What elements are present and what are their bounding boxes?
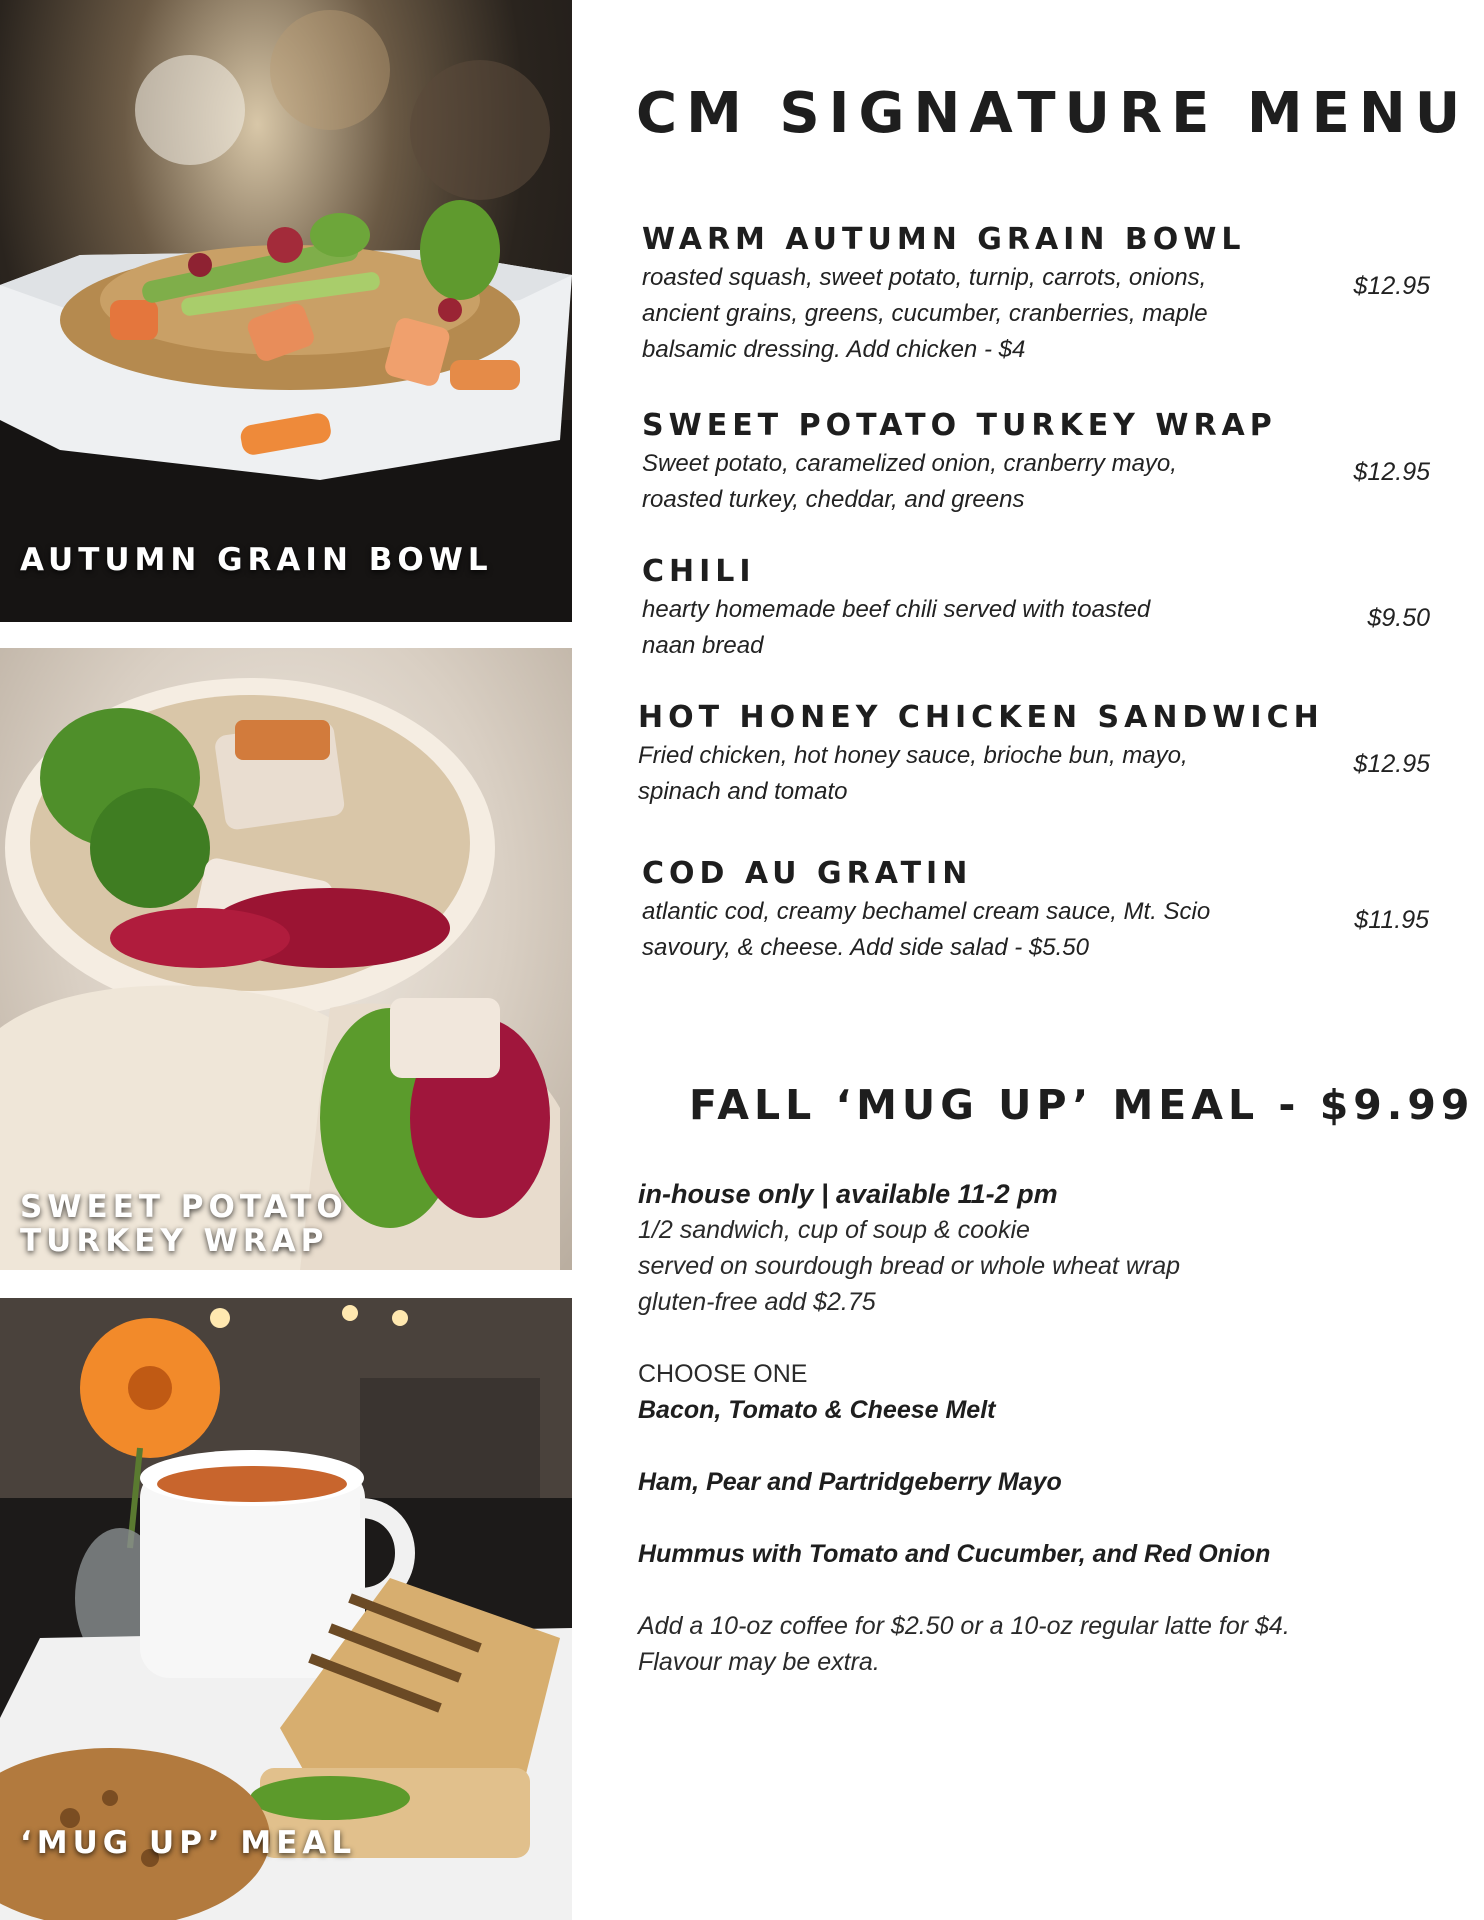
menu-item-cod-au-gratin	[642, 854, 1429, 966]
menu-item-price: $12.95	[1353, 272, 1430, 300]
spacer	[638, 1428, 1398, 1464]
mug-up-meal-caption: ‘MUG UP’ MEAL	[20, 1825, 357, 1861]
menu-item-price: $12.95	[1353, 458, 1430, 486]
menu-item-description: Sweet potato, caramelized onion, cranberry mayo, roasted turkey, cheddar, and greens	[642, 450, 1177, 513]
menu-item-grain-bowl	[642, 220, 1430, 368]
grain-bowl-illustration	[0, 0, 572, 622]
mug-up-detail-line: 1/2 sandwich, cup of soup & cookie	[638, 1216, 1030, 1244]
menu-item-description: atlantic cod, creamy bechamel cream sauce, Mt. Scio savoury, & cheese. Add side salad - $5.50	[642, 898, 1211, 961]
menu-item-name: COD AU GRATIN	[642, 856, 973, 891]
menu-item-name: CHILI	[642, 554, 756, 589]
menu-item-chili	[642, 552, 1430, 664]
turkey-wrap-caption-line-2: TURKEY WRAP	[20, 1223, 329, 1259]
menu-item-price: $12.95	[1353, 750, 1430, 778]
grain-bowl-caption: AUTUMN GRAIN BOWL	[20, 542, 493, 578]
menu-item-description: roasted squash, sweet potato, turnip, carrots, onions, ancient grains, greens, cucumber, cranberries, maple balsamic dressing. Add chicken - $4	[642, 264, 1208, 363]
menu-item-name: HOT HONEY CHICKEN SANDWICH	[638, 700, 1324, 735]
spacer	[638, 1320, 1398, 1356]
mug-up-details	[638, 1176, 1398, 1680]
menu-title: CM SIGNATURE MENU	[636, 81, 1470, 146]
mug-up-detail-line: gluten-free add $2.75	[638, 1288, 876, 1316]
turkey-wrap-caption	[20, 1190, 348, 1258]
mug-up-heading: FALL ‘MUG UP’ MEAL - $9.99	[689, 1081, 1475, 1129]
mug-up-availability: in-house only | available 11-2 pm	[638, 1179, 1058, 1209]
mug-up-detail-line: served on sourdough bread or whole wheat wrap	[638, 1252, 1181, 1280]
mug-up-addon-line: Add a 10-oz coffee for $2.50 or a 10-oz regular latte for $4.	[638, 1612, 1290, 1640]
turkey-wrap-caption-line-1: SWEET POTATO	[20, 1189, 348, 1225]
grain-bowl-photo	[0, 0, 572, 622]
menu-item-name: WARM AUTUMN GRAIN BOWL	[642, 222, 1246, 257]
mug-up-choice: Hummus with Tomato and Cucumber, and Red Onion	[638, 1540, 1271, 1568]
mug-up-addon-line: Flavour may be extra.	[638, 1648, 880, 1676]
mug-up-choice: Ham, Pear and Partridgeberry Mayo	[638, 1468, 1062, 1496]
menu-item-hot-honey-chicken	[638, 698, 1430, 810]
menu-item-price: $11.95	[1354, 906, 1429, 934]
turkey-wrap-photo	[0, 648, 572, 1270]
menu-item-description: Fried chicken, hot honey sauce, brioche bun, mayo, spinach and tomato	[638, 742, 1188, 805]
mug-up-meal-photo	[0, 1298, 572, 1920]
turkey-wrap-illustration	[0, 648, 572, 1270]
mug-up-choice: Bacon, Tomato & Cheese Melt	[638, 1396, 996, 1424]
menu-item-description: hearty homemade beef chili served with toasted naan bread	[642, 596, 1151, 659]
menu-item-turkey-wrap	[642, 406, 1430, 518]
mug-up-choose-label: CHOOSE ONE	[638, 1360, 808, 1388]
spacer	[638, 1500, 1398, 1536]
menu-item-price: $9.50	[1367, 604, 1430, 632]
spacer	[638, 1572, 1398, 1608]
menu-item-name: SWEET POTATO TURKEY WRAP	[642, 408, 1277, 443]
